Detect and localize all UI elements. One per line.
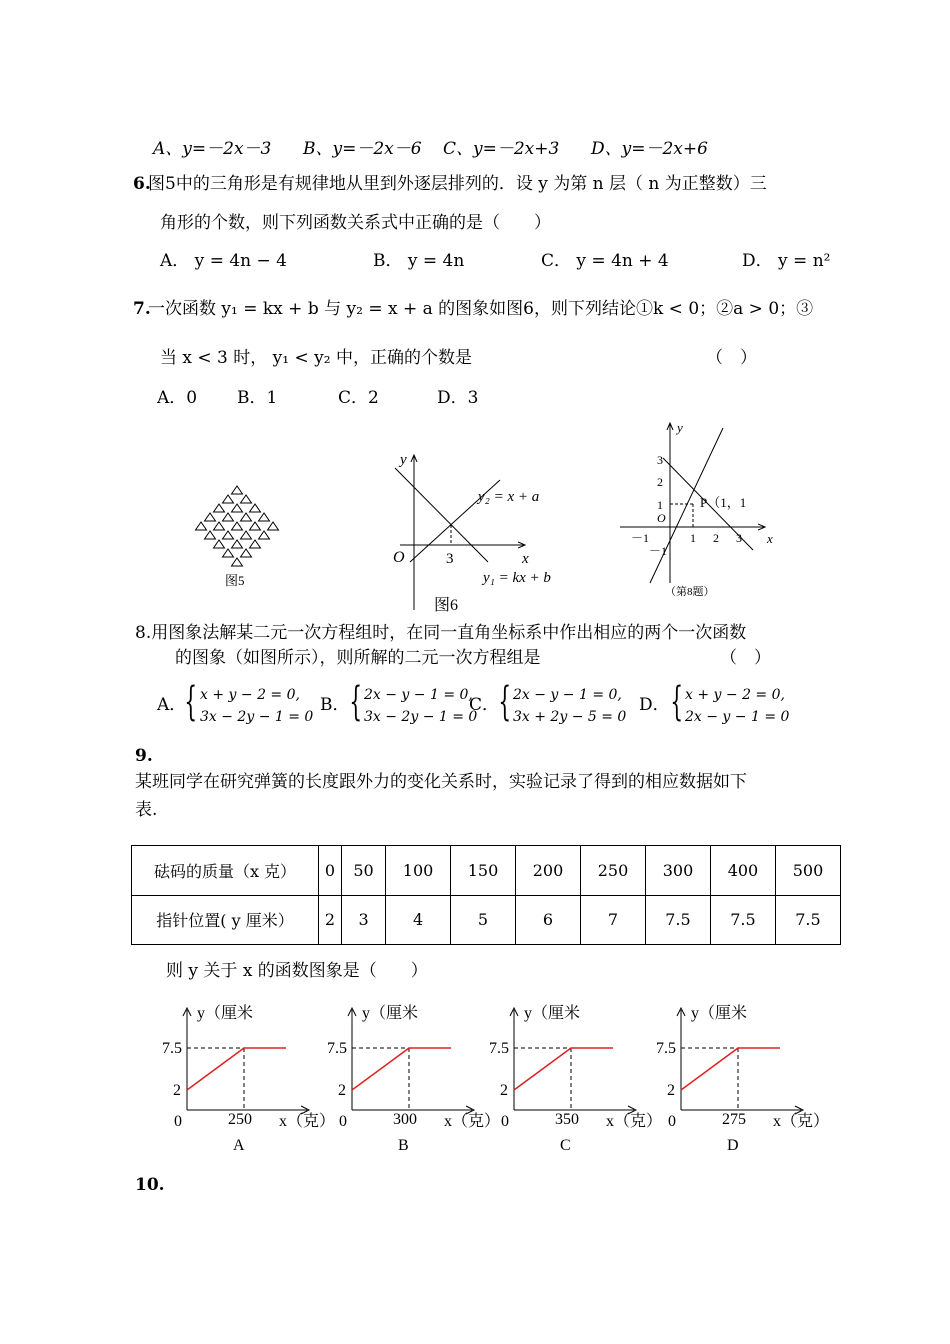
xtick-label: 250 (228, 1111, 252, 1128)
q7-option-c: C．2 (338, 388, 379, 408)
fig8-caption: （第8题） (665, 586, 715, 598)
triangle-mark (241, 549, 252, 557)
q8-option-b-eq2: 3x − 2y − 1 = 0 (364, 709, 478, 725)
q6-text-line1: 图5中的三角形是有规律地从里到外逐层排列的．设 y 为第 n 层（ n 为正整数）三 (148, 174, 767, 194)
y-axis-label: y（厘米 (362, 1005, 419, 1022)
fig6-graph (390, 450, 570, 620)
table-cell: 4 (386, 895, 451, 945)
origin-label: 0 (668, 1113, 676, 1130)
q7-option-b: B．1 (237, 388, 278, 408)
q9-number: 9. (135, 746, 153, 766)
q9-graph-a (162, 1000, 336, 1160)
triangle-mark (205, 513, 216, 521)
triangle-mark (223, 549, 234, 557)
origin-label: 0 (501, 1113, 509, 1130)
x-axis-label: x（克） (444, 1113, 501, 1130)
table-row-header-x: 砝码的质量（x 克） (132, 846, 319, 896)
triangle-mark (232, 558, 243, 566)
table-cell: 150 (451, 846, 516, 896)
graph-rising-segment (514, 1048, 571, 1090)
triangle-mark (223, 531, 234, 539)
fig8-x-label: x (767, 531, 773, 546)
fig5-triangle-pattern (190, 482, 285, 588)
table-row-header-y: 指针位置( y 厘米） (132, 895, 319, 945)
table-row (132, 895, 841, 945)
triangle-mark (223, 495, 234, 503)
triangle-mark (250, 522, 261, 530)
q8-option-a-letter: A． (157, 695, 187, 715)
triangle-mark (259, 513, 270, 521)
graph-letter: A (233, 1137, 245, 1154)
triangle-mark (232, 540, 243, 548)
q8-option-a-eq2: 3x − 2y − 1 = 0 (200, 709, 314, 725)
q7-answer-paren: （ ） (706, 348, 757, 368)
q6-number: 6. (133, 174, 151, 194)
table-cell: 300 (645, 846, 710, 896)
fig6-y2-label: y₂ = x + a (478, 489, 540, 505)
q8-option-c-letter: C． (469, 695, 500, 715)
q8-option-c-system (513, 684, 626, 728)
triangle-mark (268, 522, 279, 530)
x-axis-label: x（克） (279, 1113, 336, 1130)
triangle-mark (205, 531, 216, 539)
table-cell: 7.5 (775, 895, 840, 945)
table-cell: 50 (342, 846, 386, 896)
table-cell: 0 (319, 846, 342, 896)
y-axis-label: y（厘米 (691, 1005, 748, 1022)
fig6-line-y1 (395, 468, 488, 562)
q6-option-b: B． y = 4n (373, 251, 465, 271)
ytick-7-5: 7.5 (327, 1040, 347, 1057)
triangle-mark (214, 540, 225, 548)
q5-option-c: C、y=－2x+3 (443, 139, 560, 159)
ytick-7-5: 7.5 (489, 1040, 509, 1057)
triangle-mark (232, 486, 243, 494)
ytick-2: 2 (173, 1082, 181, 1099)
triangle-mark (259, 531, 270, 539)
q9-graph-b (327, 1000, 501, 1160)
table-cell: 7.5 (710, 895, 775, 945)
triangle-mark (241, 531, 252, 539)
q6-option-d: D． y = n² (742, 251, 831, 271)
q6-option-c: C． y = 4n + 4 (541, 251, 669, 271)
graph-rising-segment (681, 1048, 738, 1090)
triangle-mark (196, 522, 207, 530)
q7-text-line2: 当 x < 3 时， y₁ < y₂ 中，正确的个数是 (160, 348, 472, 368)
q8-option-d-brace: { (670, 679, 684, 725)
graph-letter: D (727, 1137, 739, 1154)
ytick-7-5: 7.5 (162, 1040, 182, 1057)
fig6-tick-3: 3 (446, 551, 454, 567)
graph-letter: B (398, 1137, 409, 1154)
triangle-mark (232, 504, 243, 512)
q8-option-d-eq1: x + y − 2 = 0, (685, 687, 785, 703)
q8-option-c-eq2: 3x + 2y − 5 = 0 (513, 709, 627, 725)
fig8-ytick-2: 2 (657, 475, 663, 489)
fig8-ytick-1: 1 (657, 498, 663, 512)
fig6-caption: 图6 (434, 597, 459, 614)
triangle-mark (223, 513, 234, 521)
table-cell: 100 (386, 846, 451, 896)
triangle-mark (241, 495, 252, 503)
q8-option-c-brace: { (498, 679, 512, 725)
fig8-point-label: P（1，1 (700, 495, 747, 510)
fig6-y-label: y (400, 452, 407, 468)
y-axis-label: y（厘米 (197, 1005, 254, 1022)
q8-answer-paren: （ ） (720, 648, 771, 668)
table-cell: 400 (710, 846, 775, 896)
q8-text-line1: 8.用图象法解某二元一次方程组时，在同一直角坐标系中作出相应的两个一次函数 (135, 623, 747, 643)
q6-option-a: A． y = 4n − 4 (160, 251, 287, 271)
table-row (132, 846, 841, 896)
q7-number: 7. (133, 299, 151, 319)
ytick-7-5: 7.5 (656, 1040, 676, 1057)
q10-number: 10. (135, 1175, 165, 1195)
triangle-mark (250, 540, 261, 548)
q8-text-line2: 的图象（如图所示），则所解的二元一次方程组是 (175, 648, 541, 668)
triangle-mark (232, 522, 243, 530)
xtick-label: 300 (393, 1111, 417, 1128)
q5-option-b: B、y=－2x－6 (303, 139, 422, 159)
fig8-y-label: y (677, 420, 683, 435)
triangle-mark (214, 504, 225, 512)
q8-option-d-eq2: 2x − y − 1 = 0 (685, 709, 790, 725)
ytick-2: 2 (338, 1082, 346, 1099)
fig6-origin-label: O (393, 549, 405, 566)
fig5-caption: 图5 (225, 573, 245, 588)
graph-rising-segment (187, 1048, 244, 1090)
q9-graph-c (489, 1000, 663, 1160)
q7-text-line1: 一次函数 y₁ = kx + b 与 y₂ = x + a 的图象如图6，则下列结论①k < 0；②a > 0；③ (148, 299, 814, 319)
q8-option-d-system (685, 684, 789, 728)
q8-option-b-eq1: 2x − y − 1 = 0, (364, 687, 473, 703)
q8-option-b-letter: B． (320, 695, 350, 715)
table-cell: 250 (581, 846, 646, 896)
table-cell: 2 (319, 895, 342, 945)
q8-option-b-brace: { (349, 679, 363, 725)
graph-rising-segment (352, 1048, 409, 1090)
triangle-mark (241, 513, 252, 521)
graph-letter: C (560, 1137, 571, 1154)
triangle-mark (250, 504, 261, 512)
fig8-xtick-3: 3 (736, 531, 742, 545)
x-axis-label: x（克） (773, 1113, 830, 1130)
q5-option-d: D、y=－2x+6 (591, 139, 708, 159)
origin-label: 0 (339, 1113, 347, 1130)
fig8-xtick-2: 2 (713, 531, 719, 545)
q8-option-d-letter: D． (639, 695, 670, 715)
table-cell: 6 (516, 895, 581, 945)
q8-option-a-system (200, 684, 313, 728)
q9-question: 则 y 关于 x 的函数图象是（ ） (166, 961, 428, 981)
y-axis-label: y（厘米 (524, 1005, 581, 1022)
fig8-ytick-neg1: －1 (649, 544, 668, 558)
q8-option-c-eq1: 2x − y − 1 = 0, (513, 687, 622, 703)
table-cell: 3 (342, 895, 386, 945)
q9-graph-d (656, 1000, 830, 1160)
fig8-ytick-3: 3 (657, 453, 663, 467)
table-cell: 7 (581, 895, 646, 945)
ytick-2: 2 (667, 1082, 675, 1099)
fig8-graph (615, 418, 790, 603)
fig8-xtick-neg1: －1 (631, 531, 650, 545)
q7-option-d: D．3 (437, 388, 479, 408)
fig8-xtick-1: 1 (690, 531, 696, 545)
q7-option-a: A．0 (157, 388, 198, 408)
fig6-x-label: x (522, 551, 529, 567)
origin-label: 0 (174, 1113, 182, 1130)
fig8-origin: O (657, 511, 666, 525)
q5-option-a: A、y=－2x－3 (153, 139, 272, 159)
table-cell: 5 (451, 895, 516, 945)
q9-text-line1: 某班同学在研究弹簧的长度跟外力的变化关系时，实验记录了得到的相应数据如下 (135, 772, 747, 792)
q8-option-a-brace: { (184, 679, 198, 725)
fig6-y1-label: y₁ = kx + b (483, 570, 551, 586)
table-cell: 7.5 (645, 895, 710, 945)
q8-option-a-eq1: x + y − 2 = 0, (200, 687, 300, 703)
table-cell: 200 (516, 846, 581, 896)
q8-option-b-system (364, 684, 477, 728)
q9-data-table (131, 845, 841, 945)
x-axis-label: x（克） (606, 1113, 663, 1130)
q6-text-line2: 角形的个数，则下列函数关系式中正确的是（ ） (160, 213, 551, 233)
xtick-label: 350 (555, 1111, 579, 1128)
q9-text-line2: 表. (135, 800, 158, 820)
ytick-2: 2 (500, 1082, 508, 1099)
xtick-label: 275 (722, 1111, 746, 1128)
table-cell: 500 (775, 846, 840, 896)
triangle-mark (214, 522, 225, 530)
